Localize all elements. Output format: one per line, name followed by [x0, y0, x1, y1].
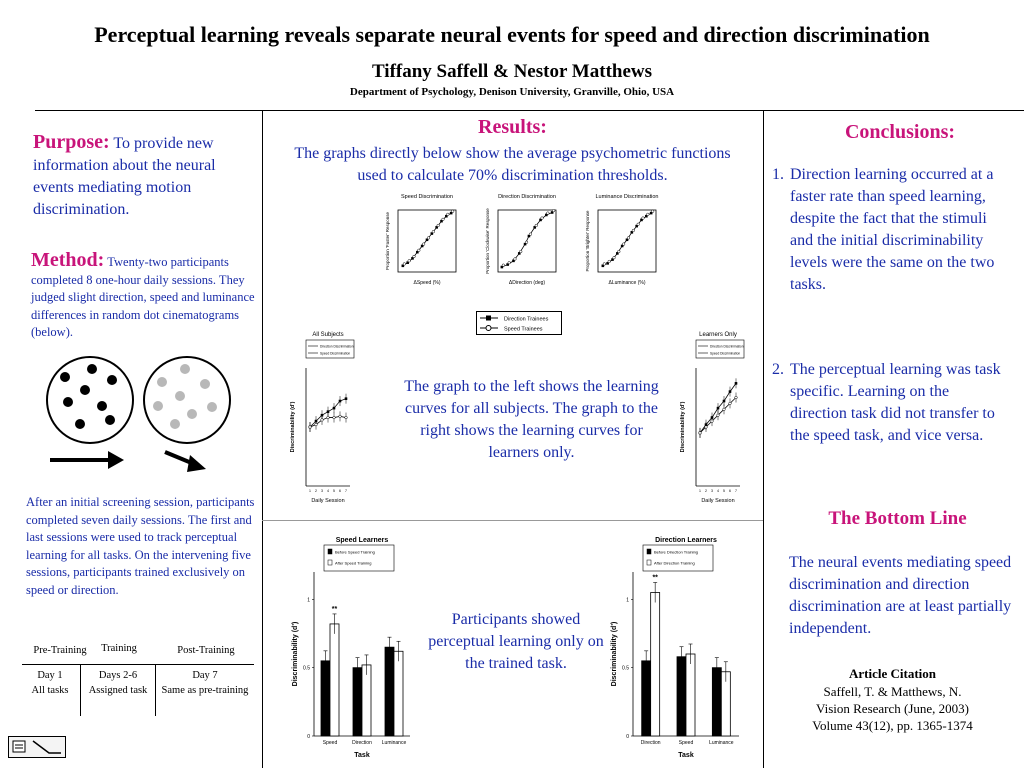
learning-point: [723, 400, 726, 403]
poster-title: Perceptual learning reveals separate neural events for speed and direction discrimination: [94, 22, 930, 47]
learning-tick-label: 5: [333, 489, 335, 493]
bottom-line-text: The neural events mediating speed discrimination and direction discrimination are at least partially independent.: [789, 554, 1012, 637]
learning-chart-learners-only: [674, 328, 754, 510]
psy-point-open: [502, 264, 505, 267]
stimulus-illustration: [30, 352, 260, 482]
learning-point: [321, 419, 324, 422]
bar-legend-swatch: [328, 560, 332, 565]
learning-tick-label: 5: [723, 489, 725, 493]
learning-point: [723, 408, 726, 411]
learning-legend-label: Speed Discrimination: [710, 351, 741, 356]
citation-label: Article Citation: [848, 666, 936, 681]
department: Department of Psychology, Denison University, Granville, Ohio, USA: [349, 86, 675, 98]
bar: [642, 661, 651, 736]
conclusion-1-number: 1.: [772, 166, 784, 183]
table-header-training: Training: [101, 643, 137, 654]
psy-point-open: [418, 249, 421, 252]
bar-legend-label: After Speed Training: [335, 560, 372, 566]
learning-ylabel: Discriminability (d'): [290, 401, 296, 453]
learning-tick-label: 3: [321, 489, 323, 493]
bar: [353, 668, 362, 736]
psy-xlabel: ΔDirection (deg): [508, 280, 546, 286]
table-task-training: Assigned task: [88, 685, 148, 696]
method-section: [31, 249, 259, 342]
psy-ylabel: Proportion 'Clockwise' Response: [485, 208, 490, 274]
bar-y-tick-label: 0: [626, 734, 629, 740]
psy-point-open: [451, 210, 454, 213]
bar: [651, 593, 660, 737]
psy-point-open: [637, 223, 640, 226]
legend-speed-trainees: Speed Trainees: [504, 326, 543, 333]
bar-y-tick-label: 1: [626, 597, 629, 604]
learning-point: [333, 416, 336, 419]
bar: [385, 647, 394, 736]
psy-point-open: [627, 237, 630, 240]
bar-category-label: Luminance: [381, 740, 407, 746]
psy-point-open: [632, 229, 635, 232]
psy-point-open: [413, 255, 416, 258]
psy-point-open: [525, 241, 528, 244]
psy-point-open: [622, 243, 625, 246]
arrow-diagonal-icon: [165, 452, 206, 472]
conclusion-2-number: 2.: [772, 361, 784, 378]
table-day-training: Days 2-6: [98, 670, 138, 681]
bar-y-tick-label: 0: [307, 734, 310, 740]
psy-point-open: [541, 217, 544, 220]
learning-point: [339, 400, 342, 403]
bar-category-label: Direction: [352, 740, 372, 746]
psy-point-open: [535, 224, 538, 227]
bar-chart-title: Direction Learners: [655, 537, 717, 544]
psy-point-open: [552, 209, 555, 212]
bar-y-tick-label: 1: [307, 597, 310, 604]
header-divider: [35, 110, 1024, 111]
results-intro: The graphs directly below show the average psychometric functions used to calculate 70% discrimination thresholds.: [294, 145, 731, 184]
psy-point-open: [514, 258, 517, 261]
learning-tick-label: 6: [729, 489, 731, 493]
purpose-section: [33, 131, 255, 221]
learning-point: [717, 414, 720, 417]
psy-point-open: [427, 237, 430, 240]
psy-ylabel: Proportion 'Faster' Response: [385, 212, 390, 270]
learning-tick-label: 4: [327, 489, 329, 493]
psy-point-open: [437, 224, 440, 227]
method-label: Method:: [31, 249, 105, 271]
bar: [677, 657, 686, 736]
learning-point: [339, 415, 342, 418]
bar-xlabel: Task: [678, 752, 694, 759]
psy-point-open: [547, 212, 550, 215]
citation-volume: Volume 43(12), pp. 1365-1374: [812, 718, 973, 733]
transfer-text: Participants showed perceptual learning only on the trained task.: [428, 611, 604, 672]
learning-tick-label: 7: [345, 489, 347, 493]
conclusions-heading: Conclusions:: [844, 121, 956, 143]
learning-title: Learners Only: [699, 332, 737, 338]
learning-tick-label: 4: [717, 489, 719, 493]
bar-category-label: Luminance: [709, 740, 734, 746]
table-day-post: Day 7: [192, 670, 218, 681]
psy-point-open: [608, 260, 611, 263]
psy-point-open: [651, 210, 654, 213]
learning-point: [333, 407, 336, 410]
psy-point-open: [529, 233, 532, 236]
slide-navigation-icon[interactable]: [9, 737, 65, 757]
psy-point-open: [642, 217, 645, 220]
psy-point-open: [408, 260, 411, 263]
bar-y-tick-label: 0.5: [303, 665, 310, 672]
bar-xlabel: Task: [354, 752, 370, 759]
learning-point: [711, 420, 714, 423]
bar-legend-swatch: [647, 549, 651, 554]
significance-marker: **: [331, 605, 338, 613]
learning-tick-label: 6: [339, 489, 341, 493]
psy-point-open: [519, 250, 522, 253]
legend-direction-trainees: Direction Trainees: [504, 316, 549, 323]
learning-tick-label: 7: [735, 489, 737, 493]
bar-ylabel: Discriminability (d'): [292, 621, 299, 687]
learning-point: [327, 416, 330, 419]
bar-legend-label: After Direction Training: [654, 560, 695, 566]
learning-point: [735, 382, 738, 385]
learning-point: [729, 402, 732, 405]
bar: [394, 651, 403, 736]
psy-xlabel: ΔSpeed (%): [413, 280, 441, 286]
learning-tick-label: 2: [315, 489, 317, 493]
bar-y-tick-label: 0.5: [622, 665, 629, 672]
psy-point-open: [508, 261, 511, 264]
psy-ylabel: Proportion 'Brighter' Response: [585, 210, 590, 272]
bar-chart-title: Speed Learners: [335, 537, 389, 544]
bar-ylabel: Discriminability (d'): [611, 621, 618, 687]
learning-title: All Subjects: [312, 332, 344, 338]
learning-ylabel: Discriminability (d'): [680, 401, 686, 453]
learning-xlabel: Daily Session: [311, 498, 345, 504]
learning-legend-label: Direction Discrimination: [710, 344, 744, 349]
learning-point: [315, 423, 318, 426]
learning-legend-label: Direction Discrimination: [320, 344, 354, 349]
table-day-pre: Day 1: [37, 670, 63, 681]
bar: [321, 661, 330, 736]
learning-chart-all-subjects: [284, 328, 364, 510]
table-rule: [22, 664, 254, 665]
bar-chart-speed-learners: [288, 530, 418, 768]
results-divider: [262, 520, 763, 521]
arrow-right-icon: [50, 451, 124, 469]
psychometric-charts: [378, 192, 678, 302]
table-col-divider-1: [80, 664, 81, 716]
psy-point-open: [647, 213, 650, 216]
learning-point: [345, 397, 348, 400]
learning-point: [705, 426, 708, 429]
learning-xlabel: Daily Session: [701, 498, 735, 504]
psy-point-open: [618, 250, 621, 253]
learning-point: [309, 426, 312, 429]
table-task-pre: All tasks: [31, 685, 69, 696]
table-header-post: Post-Training: [177, 645, 235, 656]
purpose-text: To provide new information about the neural events mediating motion discrimination.: [33, 135, 216, 218]
procedure-text: After an initial screening session, participants completed seven daily sessions. The first and last sessions were used to track perceptual learning for all tasks. On the intervening five sessions, participants trained exclusively on speed or direction.: [26, 495, 255, 597]
bar-legend-swatch: [328, 549, 332, 554]
bar: [362, 665, 371, 736]
learning-point: [735, 396, 738, 399]
learning-tick-label: 1: [309, 489, 311, 493]
bar-legend-label: Before Speed Training: [335, 549, 375, 555]
conclusion-2-text: The perceptual learning was task specific. Learning on the direction task did not transfer to the speed task, and vice versa.: [790, 361, 1001, 444]
bar-legend-label: Before Direction Training: [654, 549, 699, 555]
table-task-post: Same as pre-training: [161, 685, 249, 696]
learning-legend-label: Speed Discrimination: [320, 351, 351, 356]
slide-navigation[interactable]: [8, 736, 66, 758]
psy-point-open: [422, 243, 425, 246]
psy-point-open: [613, 256, 616, 259]
psy-xlabel: ΔLuminance (%): [608, 280, 646, 286]
citation-journal: Vision Research (June, 2003): [815, 701, 970, 716]
psy-point-open: [403, 263, 406, 266]
bar-category-label: Direction: [640, 740, 661, 746]
bottom-line-heading: The Bottom Line: [828, 508, 967, 529]
bar-category-label: Speed: [678, 740, 694, 746]
purpose-label: Purpose:: [33, 131, 110, 153]
left-column-divider: [262, 110, 263, 768]
learning-text: The graph to the left shows the learning curves for all subjects. The graph to the right shows the learning curves for learners only.: [404, 378, 659, 461]
psy-chart-title: Luminance Discrimination: [595, 194, 659, 200]
bar: [330, 624, 339, 736]
learning-point: [699, 432, 702, 435]
bar-legend-swatch: [647, 560, 651, 565]
psychometric-legend: [476, 311, 562, 335]
bar: [712, 668, 721, 736]
learning-point: [729, 390, 732, 393]
psy-point-open: [442, 218, 445, 221]
psy-point-open: [432, 230, 435, 233]
psy-chart-title: Speed Discrimination: [401, 194, 453, 200]
learning-tick-label: 1: [699, 489, 701, 493]
conclusion-1-text: Direction learning occurred at a faster rate than speed learning, despite the fact that the stimuli and the initial discriminability levels were the same on the two tasks.: [790, 166, 995, 293]
bar-category-label: Speed: [322, 740, 338, 746]
psy-point-open: [447, 213, 450, 216]
learning-tick-label: 2: [705, 489, 707, 493]
significance-marker: **: [652, 574, 658, 582]
psy-point-open: [603, 263, 606, 266]
bar-chart-direction-learners: [607, 530, 747, 768]
bar: [686, 654, 695, 736]
table-header-pre: Pre-Training: [33, 645, 87, 656]
right-column-divider: [763, 110, 764, 768]
learning-tick-label: 3: [711, 489, 713, 493]
authors: Tiffany Saffell & Nestor Matthews: [371, 61, 653, 82]
citation-authors: Saffell, T. & Matthews, N.: [823, 684, 962, 699]
psy-chart-title: Direction Discrimination: [498, 194, 556, 200]
results-heading: Results:: [478, 116, 547, 138]
learning-point: [717, 407, 720, 410]
learning-point: [345, 416, 348, 419]
method-text: Twenty-two participants completed 8 one-hour daily sessions. They judged slight direction, speed and luminance differences in random dot cinematograms (below).: [31, 255, 255, 339]
